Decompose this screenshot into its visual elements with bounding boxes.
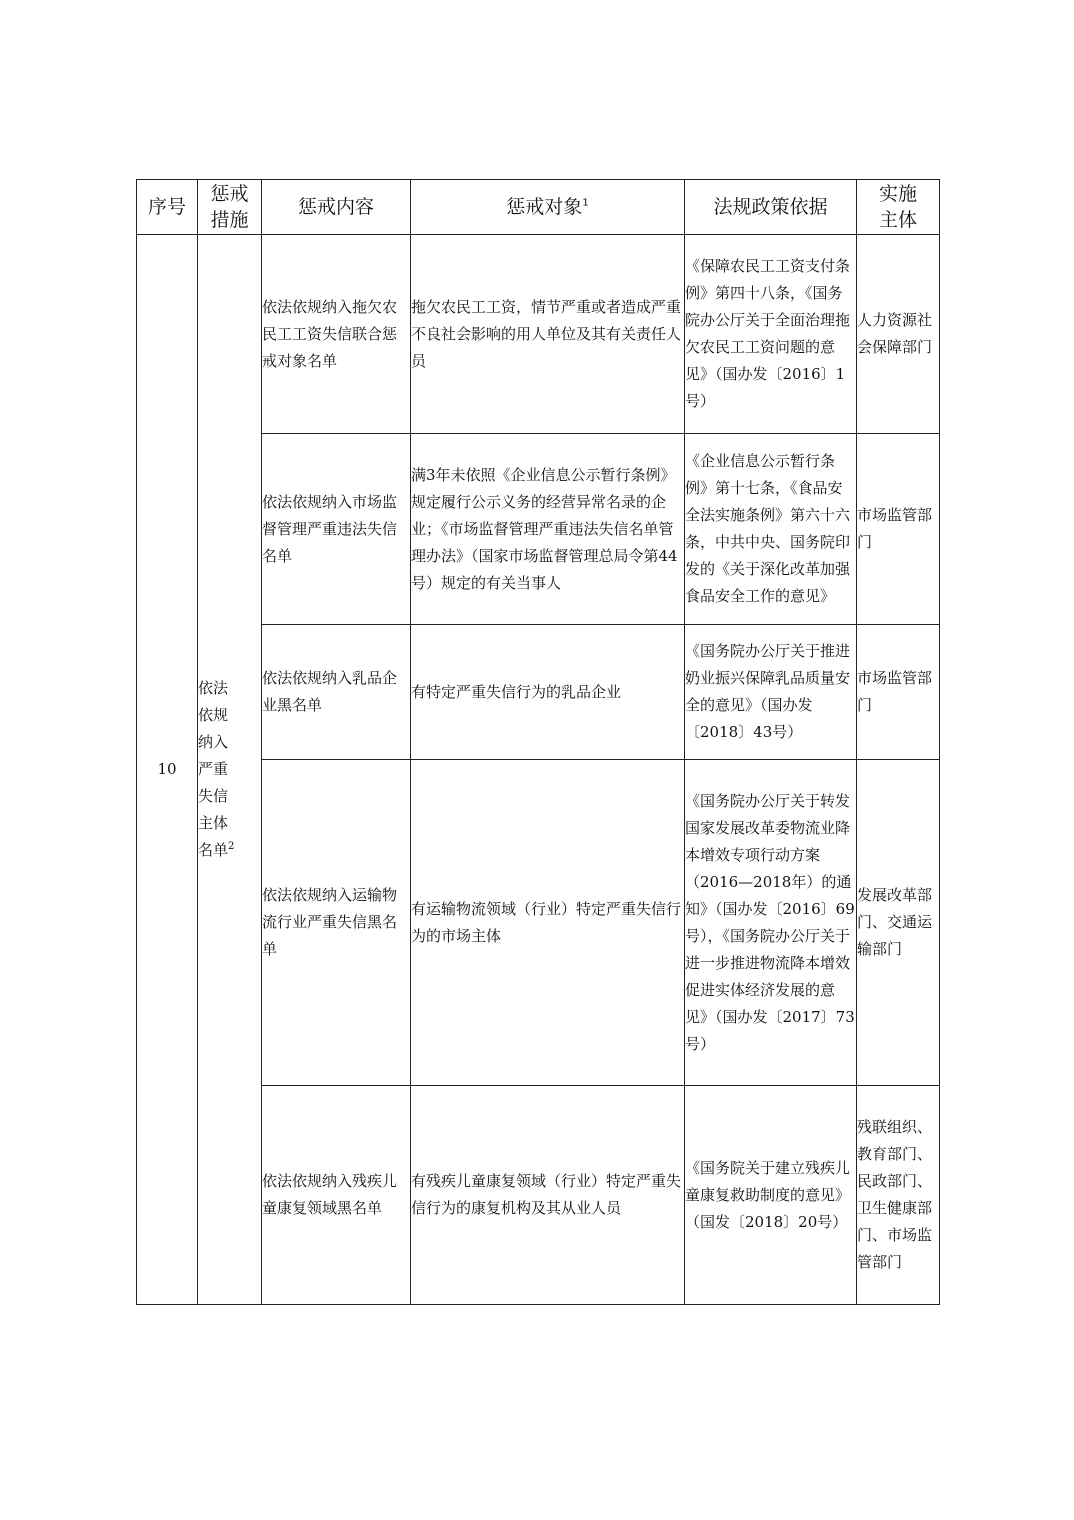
target-cell: 拖欠农民工工资，情节严重或者造成严重不良社会影响的用人单位及其有关责任人员 <box>411 235 685 434</box>
header-seq <box>137 180 198 235</box>
content-cell: 依法依规纳入市场监督管理严重违法失信名单 <box>262 434 411 625</box>
footnote-ref-2: 2 <box>228 841 235 852</box>
header-seq-label: 序号 <box>147 196 186 218</box>
table-row <box>137 235 940 434</box>
header-content <box>262 180 411 235</box>
basis-cell: 《国务院办公厅关于推进奶业振兴保障乳品质量安全的意见》（国办发〔2018〕43号） <box>685 625 857 760</box>
measure-line: 纳入 <box>198 733 229 751</box>
header-measure <box>198 180 262 235</box>
header-target-label: 惩戒对象 <box>506 196 583 218</box>
header-row <box>137 180 940 235</box>
content-cell: 依法依规纳入残疾儿童康复领域黑名单 <box>262 1086 411 1305</box>
agency-cell: 市场监管部门 <box>857 625 940 760</box>
measure-line: 名单 <box>198 841 229 859</box>
content-cell: 依法依规纳入拖欠农民工工资失信联合惩戒对象名单 <box>262 235 411 434</box>
seq-cell: 10 <box>137 235 198 1305</box>
agency-cell: 市场监管部门 <box>857 434 940 625</box>
header-measure-line2: 措施 <box>210 209 249 231</box>
basis-cell: 《企业信息公示暂行条例》第十七条，《食品安全法实施条例》第六十六条，中共中央、国务院印发的《关于深化改革加强食品安全工作的意见》 <box>685 434 857 625</box>
header-basis-label: 法规政策依据 <box>713 196 828 218</box>
header-target <box>411 180 685 235</box>
target-cell: 有残疾儿童康复领域（行业）特定严重失信行为的康复机构及其从业人员 <box>411 1086 685 1305</box>
measure-line-last <box>198 837 261 864</box>
header-agency <box>857 180 940 235</box>
header-agency-line2: 主体 <box>878 209 917 231</box>
target-cell: 有运输物流领域（行业）特定严重失信行为的市场主体 <box>411 760 685 1086</box>
measure-cell <box>198 235 262 1305</box>
content-cell: 依法依规纳入乳品企业黑名单 <box>262 625 411 760</box>
measure-line: 主体 <box>198 814 229 832</box>
measure-line: 失信 <box>198 787 229 805</box>
header-content-label: 惩戒内容 <box>297 196 374 218</box>
sanction-table <box>136 179 940 1305</box>
agency-cell: 人力资源社会保障部门 <box>857 235 940 434</box>
measure-line: 依法 <box>198 679 229 697</box>
footnote-ref-1: 1 <box>582 197 589 209</box>
agency-cell: 残联组织、教育部门、民政部门、卫生健康部门、市场监管部门 <box>857 1086 940 1305</box>
target-cell: 满3年未依照《企业信息公示暂行条例》规定履行公示义务的经营异常名录的企业；《市场监督管理严重违法失信名单管理办法》（国家市场监督管理总局令第44号）规定的有关当事人 <box>411 434 685 625</box>
header-measure-line1: 惩戒 <box>210 183 249 205</box>
header-agency-line1: 实施 <box>878 183 917 205</box>
target-cell: 有特定严重失信行为的乳品企业 <box>411 625 685 760</box>
measure-line: 依规 <box>198 706 229 724</box>
basis-cell: 《保障农民工工资支付条例》第四十八条，《国务院办公厅关于全面治理拖欠农民工工资问题的意见》（国办发〔2016〕1号） <box>685 235 857 434</box>
content-cell: 依法依规纳入运输物流行业严重失信黑名单 <box>262 760 411 1086</box>
basis-cell: 《国务院关于建立残疾儿童康复救助制度的意见》（国发〔2018〕20号） <box>685 1086 857 1305</box>
agency-cell: 发展改革部门、交通运输部门 <box>857 760 940 1086</box>
header-basis <box>685 180 857 235</box>
basis-cell: 《国务院办公厅关于转发国家发展改革委物流业降本增效专项行动方案（2016—2018年）的通知》（国办发〔2016〕69号），《国务院办公厅关于进一步推进物流降本增效促进实体经济发展的意见》（国办发〔2017〕73号） <box>685 760 857 1086</box>
measure-line: 严重 <box>198 760 229 778</box>
